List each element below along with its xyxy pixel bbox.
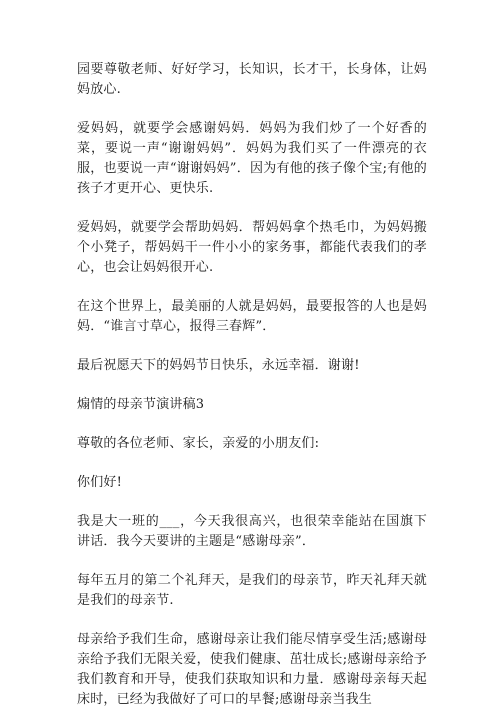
paragraph-thanks: 母亲给予我们生命，感谢母亲让我们能尽情享受生活;感谢母亲给予我们无限关爱，使我们健康、茁壮成长;感谢母亲给予我们教育和开导，使我们获取知识和力量．感谢母亲每天起床时，已经为我做好了可口的早餐;感谢母亲当我生 xyxy=(77,632,427,707)
paragraph-4: 在这个世界上，最美丽的人就是妈妈，最要报答的人也是妈妈．“谁言寸草心，报得三春辉”． xyxy=(77,299,427,334)
greeting: 尊敬的各位老师、家长，亲爱的小朋友们: xyxy=(77,436,320,451)
document-body xyxy=(77,60,427,707)
paragraph-mothers-day: 每年五月的第二个礼拜天，是我们的母亲节，昨天礼拜天就是我们的母亲节. xyxy=(77,573,427,608)
paragraph-2: 爱妈妈，就要学会感谢妈妈．妈妈为我们炒了一个好香的菜，要说一声“谢谢妈妈”．妈妈为我们买了一件漂亮的衣服，也要说一声“谢谢妈妈”．因为有他的孩子像个宝;有他的孩子才更开心、更快乐. xyxy=(77,121,427,196)
hello: 你们好! xyxy=(77,475,123,490)
section-title: 煽情的母亲节演讲稿3 xyxy=(77,397,205,412)
paragraph-5: 最后祝愿天下的妈妈节日快乐，永远幸福．谢谢! xyxy=(77,358,360,373)
paragraph-3: 爱妈妈，就要学会帮助妈妈．帮妈妈拿个热毛巾，为妈妈搬个小凳子，帮妈妈干一件小小的家务事，都能代表我们的孝心，也会让妈妈很开心. xyxy=(77,220,427,275)
paragraph-1: 园要尊敬老师、好好学习，长知识，长才干，长身体，让妈妈放心. xyxy=(77,62,427,97)
paragraph-intro: 我是大一班的___，今天我很高兴，也很荣幸能站在国旗下讲话．我今天要讲的主题是“感谢母亲”． xyxy=(77,514,427,549)
